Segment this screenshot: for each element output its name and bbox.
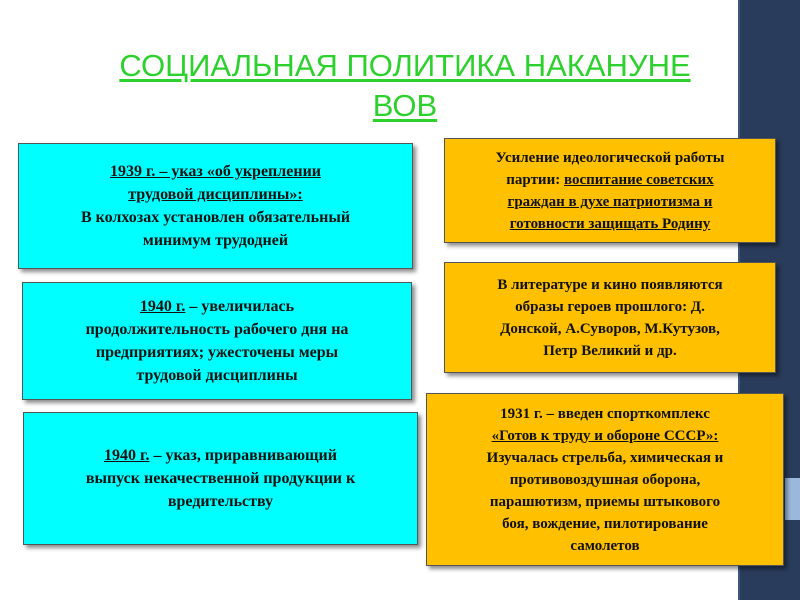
card-text: образы героев прошлого: Д. [515, 298, 705, 315]
card-text: В колхозах установлен обязательный [80, 209, 351, 226]
card-text: боя, вождение, пилотирование [502, 515, 708, 532]
card-text: 1931 г. – введен спорткомплекс [500, 405, 710, 422]
card-text: готовности защищать Родину [509, 215, 711, 232]
card-text: продолжительность рабочего дня на [85, 321, 349, 338]
card-text: самолетов [570, 537, 640, 554]
card-text: Петр Великий и др. [543, 342, 677, 359]
card-text: предприятиях; ужесточены меры [95, 344, 339, 361]
card-text: партии: [506, 171, 564, 188]
card-text: Донской, А.Суворов, М.Кутузов, [500, 320, 720, 337]
card-text: «Готов к труду и обороне СССР»: [491, 427, 719, 444]
card-text: выпуск некачественной продукции к [85, 470, 356, 487]
card-1940-workday [22, 282, 412, 400]
title-line-1: СОЦИАЛЬНАЯ ПОЛИТИКА НАКАНУНЕ [119, 48, 691, 83]
card-text: граждан в духе патриотизма и [507, 193, 713, 210]
card-1939-decree [18, 143, 413, 269]
card-text: Усиление идеологической работы [495, 149, 725, 166]
slide-title [60, 46, 750, 126]
corner-tab [785, 478, 800, 520]
card-text: парашютизм, приемы штыкового [489, 493, 721, 510]
card-ideology [444, 138, 776, 243]
card-text: Изучалась стрельба, химическая и [486, 449, 724, 466]
card-text: 1939 г. – указ «об укреплении [109, 163, 322, 180]
card-heroes [444, 262, 776, 373]
card-year: 1940 г. [103, 447, 150, 464]
card-gto [426, 393, 784, 566]
card-text: трудовой дисциплины»: [128, 186, 303, 203]
card-text: вредительству [167, 493, 274, 510]
card-1940-sabotage [23, 412, 418, 545]
card-text: противовоздушная оборона, [509, 471, 701, 488]
card-text: трудовой дисциплины [136, 367, 298, 384]
card-text: – указ, приравнивающий [149, 447, 337, 464]
card-text: – увеличилась [185, 298, 295, 315]
card-text: минимум трудодней [142, 232, 289, 249]
card-text: В литературе и кино появляются [497, 276, 723, 293]
title-line-2: ВОВ [372, 88, 438, 123]
card-year: 1940 г. [139, 298, 186, 315]
card-text: воспитание советских [563, 171, 714, 188]
